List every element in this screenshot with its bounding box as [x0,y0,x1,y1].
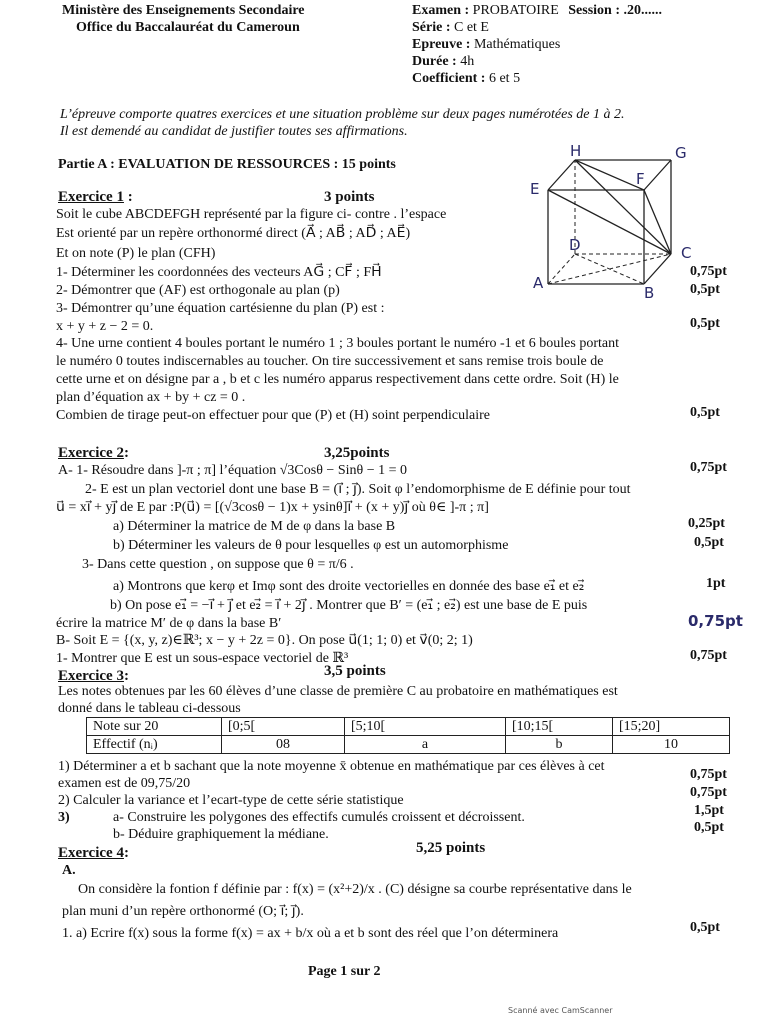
ex1-q4-line-3: cette urne et on désigne par a , b et c les numéro apparus respectivement dans cette ordre. Soit (H) le [56,372,619,387]
vertex-g: G [675,144,687,162]
coef-line [412,70,520,87]
ex2-a2-qb: b) Déterminer les valeurs de θ pour lesquelles φ est un automorphisme [113,538,509,553]
edge-eh [548,160,575,190]
edge-bc [644,254,671,284]
table-header-cell: [15;20] [613,718,730,736]
exam-value: PROBATOIRE [472,3,559,18]
ex2-a2-qa-points: 0,25pt [688,516,725,531]
exam-label: Examen : [412,3,470,18]
ministry-name: Ministère des Enseignements Secondaire [62,3,305,18]
ex4-points: 5,25 points [416,840,486,856]
vertex-a: A [533,274,544,292]
ex2-a2-line-2: u⃗ = xi⃗ + yj⃗ de E par :P(u⃗) = [(√3cosθ − 1)x + ysinθ]i⃗ + (x + y)j⃗ où θ∈ ]-π ; π] [56,500,489,515]
ex1-q3: 3- Démontrer qu’une équation cartésienne du plan (P) est : [56,301,385,316]
table-row [87,718,730,736]
ex3-title: Exercice 3 [58,668,124,684]
session-text: Session : .20...... [568,3,662,18]
ex2-a3: 3- Dans cette question , on suppose que θ = π/6 . [82,557,354,572]
table-cell: 10 [613,736,730,754]
ex3-q3a-points: 1,5pt [694,803,724,818]
epreuve-line [412,36,560,53]
ex3-q1-points: 0,75pt [690,767,727,782]
table-header-cell: [5;10[ [345,718,506,736]
grades-table [86,717,730,754]
exam-line [412,2,662,19]
ex1-points: 3 points [324,189,375,205]
ex3-q2: 2) Calculer la variance et l’ecart-type de cette série statistique [58,793,404,808]
table-cell: b [506,736,613,754]
ex3-points: 3,5 points [324,663,386,679]
ex3-q2-points: 0,75pt [690,785,727,800]
table-cell: Effectif (nᵢ) [87,736,222,754]
ex2-b0: B- Soit E = {(x, y, z)∈ℝ³; x − y + 2z = 0}. On pose u⃗(1; 1; 0) et v⃗(0; 2; 1) [56,633,473,648]
vertex-f: F [636,170,645,188]
vertex-h: H [570,142,582,160]
epreuve-value: Mathématiques [473,37,561,52]
ex1-title: Exercice 1 [58,189,124,205]
ex3-q1-line-2: examen est de 09,75/20 [58,776,191,791]
ex2-a2-qa: a) Déterminer la matrice de M de φ dans la base B [113,519,396,534]
coef-value: 6 et 5 [488,71,521,86]
ex2-b1: 1- Montrer que E est un sous-espace vectoriel de ℝ³ [56,651,349,666]
ex1-line-1: Soit le cube ABCDEFGH représenté par la figure ci- contre . l’espace [56,207,447,222]
ex1-q1-points: 0,75pt [690,264,727,279]
edge-ad [548,254,575,284]
ex2-heading [58,444,129,462]
part-a-title: Partie A : EVALUATION DE RESSOURCES : 15 points [58,157,396,172]
vertex-b: B [644,284,655,302]
ex4-colon: : [123,845,129,861]
ex2-points: 3,25points [324,445,390,461]
vertex-c: C [681,244,692,262]
table-cell: a [345,736,506,754]
diag-db [575,254,644,284]
ex2-a3a: a) Montrons que kerφ et Imφ sont des droite vectorielles en donnée des base e₁⃗ et e₂⃗ [113,579,585,594]
ex4-title: Exercice 4 [58,845,124,861]
ex2-a1-points: 0,75pt [690,460,727,475]
table-header-cell: Note sur 20 [87,718,222,736]
ex1-q4-line-2: le numéro 0 toutes indiscernables au toucher. On tire successivement et sans remise trois boule de [56,354,604,369]
duree-line [412,53,474,70]
ex1-q4-line-1: 4- Une urne contient 4 boules portant le numéro 1 ; 3 boules portant le numéro -1 et 6 boules portant [56,336,619,351]
vertex-d: D [569,236,581,254]
ex3-q3a: a- Construire les polygones des effectifs cumulés croissent et décroissent. [113,810,525,825]
cube-figure [524,138,702,302]
ex4-line-1: On considère la fontion f définie par : f(x) = (x²+2)/x . (C) désigne sa courbe représentative dans le [78,882,632,897]
ex3-line-2: donné dans le tableau ci-dessous [58,701,241,716]
ex1-q1: 1- Déterminer les coordonnées des vecteurs AG⃗ ; CF⃗ ; FH⃗ [56,265,382,280]
ex1-colon: : [123,189,133,205]
ex2-a3c-points-handwritten: 0,75pt [688,612,743,630]
office-name: Office du Baccalauréat du Cameroun [76,20,300,35]
ex1-line-2: Est orienté par un repère orthonormé direct (A⃗ ; AB⃗ ; AD⃗ ; AE⃗) [56,226,411,241]
ex4-heading [58,844,129,862]
diag-hf [575,160,644,190]
ex2-b1-points: 0,75pt [690,648,727,663]
serie-label: Série : [412,20,451,35]
ex4-line-2: plan muni d’un repère orthonormé (O; i⃗; j⃗). [62,904,304,919]
ex3-q3: 3) [58,810,70,825]
ex1-q4-line-4: plan d’équation ax + by + cz = 0 . [56,390,246,405]
diag-ec [548,190,671,254]
ex1-q3-equation: x + y + z − 2 = 0. [56,319,154,334]
table-header-cell: [10;15[ [506,718,613,736]
duree-label: Durée : [412,54,457,69]
ex4-part-a: A. [62,863,76,878]
ex2-title: Exercice 2 [58,445,124,461]
ex2-colon: : [123,445,129,461]
ex1-heading [58,188,133,206]
ex1-q2: 2- Démontrer que (AF) est orthogonale au plan (p) [56,283,340,298]
table-cell: 08 [222,736,345,754]
ex2-a2-qb-points: 0,5pt [694,535,724,550]
ex2-a2-line-1: 2- E est un plan vectoriel dont une base B = (i⃗ ; j⃗). Soit φ l’endomorphisme de E définie pour tout [85,482,631,497]
ex2-a3b: b) On pose e₁⃗ = −i⃗ + j⃗ et e₂⃗ = i⃗ + 2j⃗ . Montrer que B′ = (e₁⃗ ; e₂⃗) est une base de E puis [110,598,588,613]
epreuve-label: Epreuve : [412,37,471,52]
ex3-q3b-points: 0,5pt [694,820,724,835]
ex1-q4-points: 0,5pt [690,405,720,420]
ex1-line-3: Et on note (P) le plan (CFH) [56,246,216,261]
serie-line [412,19,489,36]
ex3-q1-line-1: 1) Déterminer a et b sachant que la note moyenne x̄ obtenue en mathématique par ces élèves à cet [58,759,605,774]
diag-hc [575,160,671,254]
ex2-a3a-points: 1pt [706,576,726,591]
ex4-q1: 1. a) Ecrire f(x) sous la forme f(x) = ax + b/x où a et b sont des réel que l’on déterminera [62,926,559,941]
vertex-e: E [530,180,540,198]
ex1-q2-points: 0,5pt [690,282,720,297]
serie-value: C et E [453,20,489,35]
coef-label: Coefficient : [412,71,486,86]
intro-line-2: Il est demendé au candidat de justifier toutes ses affirmations. [60,124,408,139]
ex4-q1-points: 0,5pt [690,920,720,935]
ex2-a3c: écrire la matrice M′ de φ dans la base B′ [56,616,282,631]
ex3-q3b: b- Déduire graphiquement la médiane. [113,827,329,842]
ex3-colon: : [123,668,129,684]
scanner-watermark: Scanné avec CamScanner [508,1006,613,1015]
ex2-a1: A- 1- Résoudre dans ]-π ; π] l’équation √3Cosθ − Sinθ − 1 = 0 [58,463,407,478]
diag-fc [644,190,671,254]
edge-fg [644,160,671,190]
duree-value: 4h [460,54,475,69]
table-row [87,736,730,754]
table-header-cell: [0;5[ [222,718,345,736]
ex3-line-1: Les notes obtenues par les 60 élèves d’une classe de première C au probatoire en mathématiques est [58,684,618,699]
ex1-q4-line-5: Combien de tirage peut-on effectuer pour que (P) et (H) soint perpendiculaire [56,408,490,423]
ex1-q3-points: 0,5pt [690,316,720,331]
page-number: Page 1 sur 2 [308,964,381,979]
intro-line-1: L’épreuve comporte quatres exercices et une situation problème sur deux pages numérotées de 1 à 2. [60,107,625,122]
